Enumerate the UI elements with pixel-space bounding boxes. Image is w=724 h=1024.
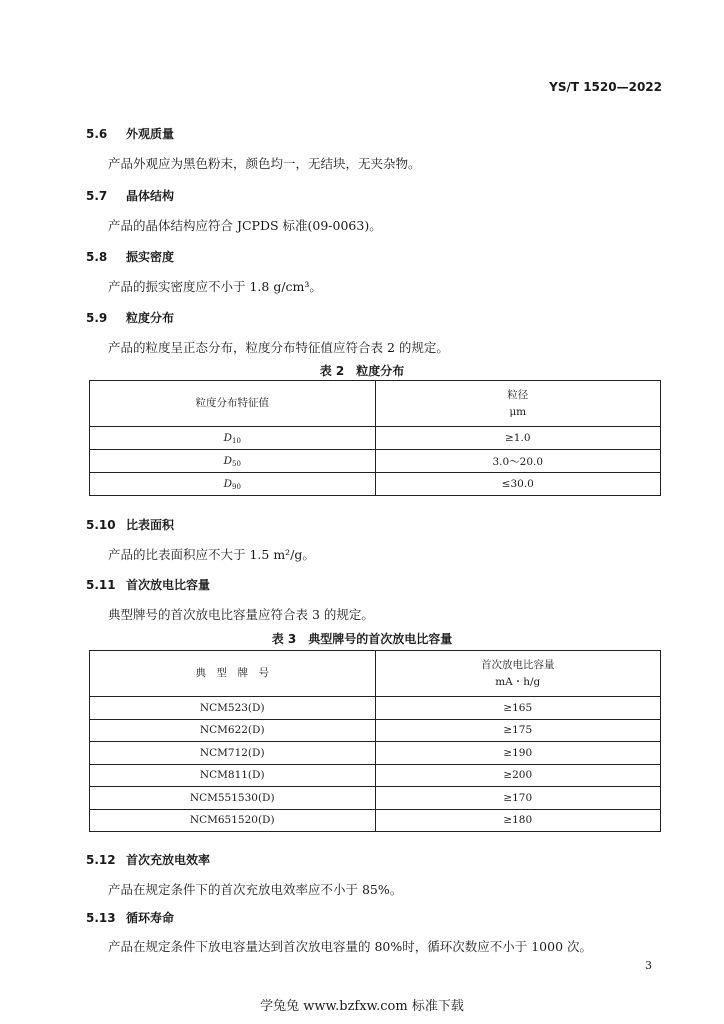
section-number: 5.9 <box>86 311 108 325</box>
section-number: 5.10 <box>86 518 116 532</box>
section-number: 5.13 <box>86 911 116 925</box>
header-capacity-unit: mA・h/g <box>495 675 541 688</box>
footer-watermark: 学兔兔 www.bzfxw.com 标准下载 <box>260 999 464 1014</box>
table-row <box>90 764 661 787</box>
grade-cell: NCM712(D) <box>90 742 376 765</box>
section-heading: 首次放电比容量 <box>126 578 211 592</box>
header-particle-size-unit: μm <box>509 405 527 418</box>
characteristic-cell <box>90 450 376 473</box>
section-5-13-text: 产品在规定条件下放电容量达到首次放电容量的 80%时，循环次数应不小于 1000 次。 <box>108 939 593 954</box>
value-cell: ≤30.0 <box>375 473 661 496</box>
table-header-row <box>90 651 661 697</box>
section-heading: 振实密度 <box>126 250 175 264</box>
header-particle-size <box>375 381 661 427</box>
table-row <box>90 473 661 496</box>
section-5-9-title <box>86 309 174 326</box>
section-heading: 首次充放电效率 <box>126 853 211 867</box>
header-capacity-label: 首次放电比容量 <box>481 658 555 671</box>
section-5-8-title <box>86 248 174 265</box>
section-number: 5.7 <box>86 189 108 203</box>
section-5-6-text: 产品外观应为黑色粉末，颜色均一，无结块，无夹杂物。 <box>108 156 421 171</box>
characteristic-cell <box>90 473 376 496</box>
header-grade: 典 型 牌 号 <box>90 651 376 697</box>
section-5-11-text: 典型牌号的首次放电比容量应符合表 3 的规定。 <box>108 607 374 622</box>
section-5-7-title <box>86 187 174 204</box>
section-5-12-text: 产品在规定条件下的首次充放电效率应不小于 85%。 <box>108 882 403 897</box>
section-heading: 晶体结构 <box>126 189 175 203</box>
value-cell: ≥175 <box>375 719 661 742</box>
table-row <box>90 742 661 765</box>
section-5-11-title <box>86 576 210 593</box>
section-heading: 粒度分布 <box>126 311 175 325</box>
particle-size-table <box>89 380 661 496</box>
grade-cell: NCM551530(D) <box>90 787 376 810</box>
grade-cell: NCM622(D) <box>90 719 376 742</box>
d-subscript: 50 <box>232 459 241 468</box>
section-5-8-text: 产品的振实密度应不小于 1.8 g/cm³。 <box>108 279 322 294</box>
section-5-10-text: 产品的比表面积应不大于 1.5 m²/g。 <box>108 547 315 562</box>
grade-cell: NCM523(D) <box>90 697 376 720</box>
table-2-caption: 表 2 粒度分布 <box>319 364 405 378</box>
value-cell: ≥190 <box>375 742 661 765</box>
table-row <box>90 450 661 473</box>
table-row <box>90 787 661 810</box>
d-subscript: 10 <box>232 436 241 445</box>
table-3-caption: 表 3 典型牌号的首次放电比容量 <box>271 632 453 646</box>
characteristic-cell <box>90 427 376 450</box>
grade-cell: NCM811(D) <box>90 764 376 787</box>
section-heading: 比表面积 <box>126 518 175 532</box>
section-5-7-text: 产品的晶体结构应符合 JCPDS 标准(09-0063)。 <box>108 218 382 233</box>
value-cell: ≥1.0 <box>375 427 661 450</box>
table-header-row <box>90 381 661 427</box>
section-5-13-title <box>86 909 174 926</box>
section-5-12-title <box>86 851 210 868</box>
section-number: 5.12 <box>86 853 116 867</box>
header-capacity <box>375 651 661 697</box>
value-cell: ≥180 <box>375 809 661 832</box>
value-cell: ≥165 <box>375 697 661 720</box>
value-cell: 3.0～20.0 <box>375 450 661 473</box>
table-row <box>90 809 661 832</box>
section-number: 5.8 <box>86 250 108 264</box>
section-5-9-text: 产品的粒度呈正态分布，粒度分布特征值应符合表 2 的规定。 <box>108 340 449 355</box>
section-5-6-title <box>86 125 174 142</box>
value-cell: ≥170 <box>375 787 661 810</box>
section-number: 5.6 <box>86 127 108 141</box>
standard-code: YS/T 1520—2022 <box>549 80 662 94</box>
section-number: 5.11 <box>86 578 116 592</box>
d-symbol: D <box>223 454 232 467</box>
table-row <box>90 719 661 742</box>
d-subscript: 90 <box>232 482 241 491</box>
d-symbol: D <box>223 477 232 490</box>
section-5-10-title <box>86 516 174 533</box>
section-heading: 循环寿命 <box>126 911 175 925</box>
section-heading: 外观质量 <box>126 127 175 141</box>
page-number: 3 <box>645 959 652 972</box>
header-characteristic: 粒度分布特征值 <box>90 381 376 427</box>
grade-cell: NCM651520(D) <box>90 809 376 832</box>
table-row <box>90 427 661 450</box>
value-cell: ≥200 <box>375 764 661 787</box>
d-symbol: D <box>223 431 232 444</box>
table-row <box>90 697 661 720</box>
discharge-capacity-table <box>89 650 661 832</box>
header-particle-size-label: 粒径 <box>507 388 529 401</box>
